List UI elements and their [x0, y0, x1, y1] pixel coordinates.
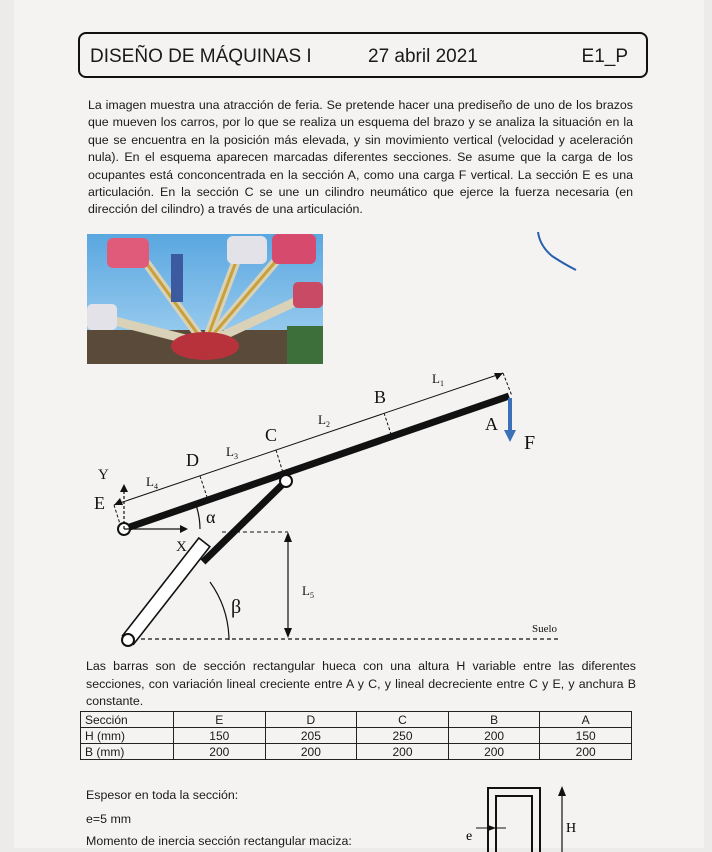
table-cell: H (mm) [81, 728, 174, 744]
table-cell: A [540, 712, 632, 728]
table-cell: 150 [174, 728, 266, 744]
fair-ride-photo [87, 234, 323, 364]
table-row [81, 744, 632, 760]
tick-d [200, 476, 208, 500]
label-e: E [94, 493, 105, 513]
beta-arc [210, 582, 229, 640]
label-a: A [485, 414, 498, 434]
table-cell: C [357, 712, 449, 728]
label-suelo: Suelo [532, 623, 558, 635]
label-y: Y [98, 467, 109, 483]
thickness-value: e=5 mm [86, 812, 132, 826]
label-d: D [186, 450, 199, 470]
label-f: F [524, 432, 536, 454]
course-title: DISEÑO DE MÁQUINAS I [90, 46, 312, 67]
inertia-label: Momento de inercia sección rectangular maciza: [86, 834, 352, 848]
table-header-row [81, 712, 632, 728]
label-c: C [265, 425, 278, 445]
alpha-arc [196, 505, 200, 529]
pen-mark [530, 226, 590, 276]
table-cell: E [174, 712, 266, 728]
table-cell: Sección [81, 712, 174, 728]
table-cell: 200 [265, 744, 357, 760]
length-dimension-line [114, 373, 503, 505]
table-cell: 200 [174, 744, 266, 760]
table-cell: 250 [357, 728, 449, 744]
cross-section-drawing [460, 782, 600, 852]
table-cell: 205 [265, 728, 357, 744]
table-row [81, 728, 632, 744]
label-l2: $L_2$ [318, 412, 330, 429]
table-cell: B [448, 712, 540, 728]
label-x: X [176, 539, 187, 555]
inner-section [496, 796, 532, 852]
exam-date: 27 abril 2021 [368, 46, 478, 67]
joint-ground [122, 634, 134, 646]
tick-b [384, 413, 391, 434]
table-cell: 150 [540, 728, 632, 744]
label-l4: $L_4$ [146, 474, 158, 491]
pneumatic-cylinder [122, 538, 209, 644]
intro-paragraph: La imagen muestra una atracción de feria. Se pretende hacer una prediseño de uno de los brazos que mueven los carros, por lo que se realiza un esquema del brazo y se analiza la situación en la que se encuentra en la posición más elevada, y sin movimiento vertical (velocidad y aceleración nula). En el esquema aparecen marcadas diferentes secciones. Se asume que la carga de los ocupantes está conconcentrada en la sección A, como una carga F vertical. La sección E es una articulación. En la sección C se une un cilindro neumático que ejerce la fuerza necesaria (en dirección del cilindro) a través de una articulación. [88, 98, 633, 217]
tick-e [114, 505, 120, 524]
exam-code: E1_P [581, 46, 628, 67]
label-b: B [374, 387, 387, 407]
table-cell: 200 [448, 744, 540, 760]
main-arm [124, 396, 509, 529]
cylinder-rod [203, 481, 286, 562]
label-e-thickness: e [466, 829, 473, 844]
label-l1: $L_1$ [432, 371, 444, 388]
label-alpha: α [206, 507, 216, 527]
bars-description: Las barras son de sección rectangular hueca con una altura H variable entre las diferentes secciones, con variación lineal creciente entre A y C, y lineal decreciente entre C y E, y anchura B constante. [86, 659, 636, 709]
label-beta: β [231, 596, 242, 618]
label-l3: $L_3$ [226, 444, 238, 461]
arm-diagram [0, 360, 712, 660]
sections-table [80, 711, 632, 760]
table-cell: B (mm) [81, 744, 174, 760]
label-l5: $L_5$ [302, 583, 314, 600]
table-cell: 200 [448, 728, 540, 744]
table-cell: D [265, 712, 357, 728]
table-cell: 200 [540, 744, 632, 760]
header-box [78, 32, 648, 78]
tick-a [503, 373, 512, 396]
thickness-label: Espesor en toda la sección: [86, 788, 239, 802]
label-h: H [566, 821, 577, 836]
table-cell: 200 [357, 744, 449, 760]
joint-c [280, 475, 292, 487]
